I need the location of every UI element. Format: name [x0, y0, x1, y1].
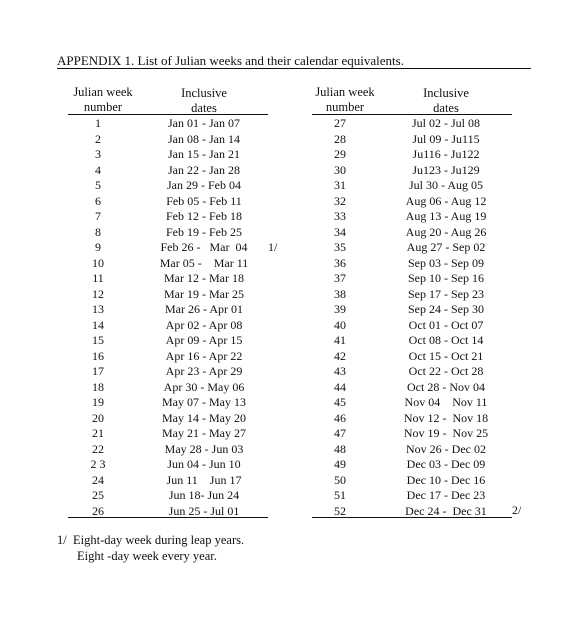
- week-number-cell: 36: [334, 255, 346, 270]
- date-range-cell: Sep 10 - Sep 16: [408, 271, 484, 285]
- week-number-cell: 2: [95, 131, 101, 146]
- date-range-cell: Sep 17 - Sep 23: [408, 286, 484, 301]
- left-footnote-mark: 1/: [268, 240, 278, 254]
- date-range-cell: Oct 22 - Oct 28: [408, 364, 484, 378]
- week-number-cell: 1: [95, 116, 101, 130]
- week-number-cell: 12: [92, 286, 104, 301]
- date-range-cell: May 14 - May 20: [162, 410, 246, 425]
- week-number-cell: 19: [92, 395, 104, 409]
- left-week-column: [78, 116, 118, 519]
- right-header-dates-line1: Inclusive: [423, 86, 469, 100]
- week-number-cell: 46: [334, 410, 346, 425]
- right-header-rule: [312, 114, 512, 115]
- date-range-cell: May 07 - May 13: [162, 395, 246, 409]
- date-range-cell: Jun 18- Jun 24: [168, 488, 240, 502]
- left-header-dates-line1: Inclusive: [181, 86, 227, 100]
- date-range-cell: Sep 24 - Sep 30: [408, 302, 484, 316]
- date-range-cell: Oct 01 - Oct 07: [408, 317, 484, 332]
- week-number-cell: 43: [334, 364, 346, 378]
- date-range-cell: Jun 25 - Jul 01: [168, 503, 240, 518]
- date-range-cell: Aug 20 - Aug 26: [405, 224, 487, 239]
- date-range-cell: Feb 26 - Mar 04: [160, 240, 248, 254]
- week-number-cell: 32: [334, 193, 346, 208]
- week-number-cell: 49: [334, 457, 346, 471]
- right-header-dates-line2: dates: [433, 100, 459, 115]
- date-range-cell: Oct 15 - Oct 21: [408, 348, 484, 363]
- date-range-cell: Aug 27 - Sep 02: [406, 240, 486, 254]
- week-number-cell: 30: [334, 162, 346, 177]
- date-range-cell: Dec 03 - Dec 09: [406, 457, 486, 471]
- date-range-cell: Mar 26 - Apr 01: [165, 302, 243, 316]
- left-header-week-line1: Julian week: [73, 85, 133, 99]
- date-range-cell: Nov 12 - Nov 18: [403, 410, 489, 425]
- week-number-cell: 10: [92, 255, 104, 270]
- week-number-cell: 2 3: [90, 457, 106, 471]
- week-number-cell: 35: [334, 240, 346, 254]
- week-number-cell: 37: [334, 271, 346, 285]
- title-rule: [57, 68, 531, 69]
- date-range-cell: Mar 19 - Mar 25: [164, 286, 244, 301]
- left-header-week-line2: number: [83, 99, 123, 114]
- week-number-cell: 51: [334, 488, 346, 502]
- right-bottom-rule: [312, 517, 512, 518]
- date-range-cell: Jan 15 - Jan 21: [168, 147, 240, 161]
- week-number-cell: 44: [334, 379, 346, 394]
- week-number-cell: 28: [334, 131, 346, 146]
- date-range-cell: Dec 17 - Dec 23: [406, 488, 486, 502]
- date-range-cell: Jan 29 - Feb 04: [167, 178, 241, 192]
- week-number-cell: 47: [334, 426, 346, 440]
- left-dates-column: [148, 116, 260, 519]
- date-range-cell: Jan 22 - Jan 28: [168, 162, 240, 177]
- right-header-dates: [402, 86, 490, 115]
- week-number-cell: 39: [334, 302, 346, 316]
- date-range-cell: Feb 05 - Feb 11: [166, 193, 242, 208]
- week-number-cell: 38: [334, 286, 346, 301]
- week-number-cell: 7: [95, 209, 101, 223]
- week-number-cell: 15: [92, 333, 104, 347]
- right-header-week-line1: Julian week: [315, 85, 375, 99]
- date-range-cell: Aug 13 - Aug 19: [405, 209, 487, 223]
- footnote-text-1: Eight-day week during leap years.: [72, 533, 245, 547]
- week-number-cell: 8: [95, 224, 101, 239]
- week-number-cell: 45: [334, 395, 346, 409]
- date-range-cell: Jul 02 - Jul 08: [411, 116, 480, 130]
- footnotes: [57, 532, 244, 564]
- week-number-cell: 26: [92, 503, 104, 518]
- date-range-cell: May 21 - May 27: [162, 426, 246, 440]
- week-number-cell: 20: [92, 410, 104, 425]
- date-range-cell: Nov 04 Nov 11: [404, 395, 488, 409]
- week-number-cell: 3: [95, 147, 101, 161]
- week-number-cell: 24: [92, 472, 104, 487]
- week-number-cell: 31: [334, 178, 346, 192]
- right-header-week-line2: number: [325, 99, 365, 114]
- right-dates-column: [390, 116, 502, 519]
- date-range-cell: Jun 11 Jun 17: [166, 472, 242, 487]
- week-number-cell: 42: [334, 348, 346, 363]
- date-range-cell: Jan 01 - Jan 07: [168, 116, 240, 130]
- date-range-cell: Nov 26 - Dec 02: [406, 441, 486, 456]
- week-number-cell: 52: [334, 503, 346, 518]
- date-range-cell: Ju116 - Ju122: [412, 147, 480, 161]
- date-range-cell: Dec 24 - Dec 31: [405, 503, 487, 518]
- date-range-cell: Apr 23 - Apr 29: [165, 364, 243, 378]
- footnote-line-1: [57, 532, 244, 548]
- date-range-cell: Sep 03 - Sep 09: [408, 255, 484, 270]
- week-number-cell: 21: [92, 426, 104, 440]
- week-number-cell: 14: [92, 317, 104, 332]
- week-number-cell: 16: [92, 348, 104, 363]
- date-range-cell: Jul 30 - Aug 05: [408, 178, 483, 192]
- week-number-cell: 13: [92, 302, 104, 316]
- left-header-dates: [160, 86, 248, 115]
- date-range-cell: Oct 28 - Nov 04: [407, 379, 485, 394]
- date-range-cell: Feb 12 - Feb 18: [166, 209, 242, 223]
- week-number-cell: 29: [334, 147, 346, 161]
- week-number-cell: 50: [334, 472, 346, 487]
- date-range-cell: Jun 04 - Jun 10: [167, 457, 241, 471]
- week-number-cell: 4: [95, 162, 101, 177]
- week-number-cell: 40: [334, 317, 346, 332]
- date-range-cell: Mar 05 - Mar 11: [159, 255, 249, 270]
- right-week-column: [320, 116, 360, 519]
- date-range-cell: May 28 - Jun 03: [164, 441, 244, 456]
- date-range-cell: Feb 19 - Feb 25: [166, 224, 242, 239]
- left-bottom-rule: [68, 517, 268, 518]
- left-header-week: [62, 85, 144, 114]
- date-range-cell: Apr 30 - May 06: [163, 379, 245, 394]
- week-number-cell: 17: [92, 364, 104, 378]
- date-range-cell: Nov 19 - Nov 25: [403, 426, 489, 440]
- week-number-cell: 33: [334, 209, 346, 223]
- week-number-cell: 6: [95, 193, 101, 208]
- footnote-mark: 1/: [57, 533, 67, 547]
- right-header-week: [304, 85, 386, 114]
- week-number-cell: 34: [334, 224, 346, 239]
- week-number-cell: 22: [92, 441, 104, 456]
- left-header-dates-line2: dates: [191, 100, 217, 115]
- date-range-cell: Mar 12 - Mar 18: [164, 271, 244, 285]
- date-range-cell: Ju123 - Ju129: [412, 162, 480, 177]
- date-range-cell: Apr 09 - Apr 15: [165, 333, 243, 347]
- week-number-cell: 11: [92, 271, 104, 285]
- week-number-cell: 48: [334, 441, 346, 456]
- date-range-cell: Jul 09 - Ju115: [412, 131, 480, 146]
- footnote-text-2: Eight -day week every year.: [77, 549, 217, 563]
- date-range-cell: Apr 02 - Apr 08: [165, 317, 243, 332]
- date-range-cell: Jan 08 - Jan 14: [168, 131, 240, 146]
- footnote-line-2: [57, 548, 244, 564]
- appendix-title: APPENDIX 1. List of Julian weeks and their calendar equivalents.: [57, 53, 404, 68]
- week-number-cell: 18: [92, 379, 104, 394]
- week-number-cell: 41: [334, 333, 346, 347]
- date-range-cell: Oct 08 - Oct 14: [408, 333, 484, 347]
- date-range-cell: Aug 06 - Aug 12: [405, 193, 487, 208]
- week-number-cell: 27: [334, 116, 346, 130]
- left-header-rule: [68, 114, 268, 115]
- week-number-cell: 9: [95, 240, 101, 254]
- week-number-cell: 25: [92, 488, 104, 502]
- date-range-cell: Apr 16 - Apr 22: [165, 348, 243, 363]
- week-number-cell: 5: [95, 178, 101, 192]
- right-footnote-mark: 2/: [512, 503, 522, 517]
- date-range-cell: Dec 10 - Dec 16: [406, 472, 486, 487]
